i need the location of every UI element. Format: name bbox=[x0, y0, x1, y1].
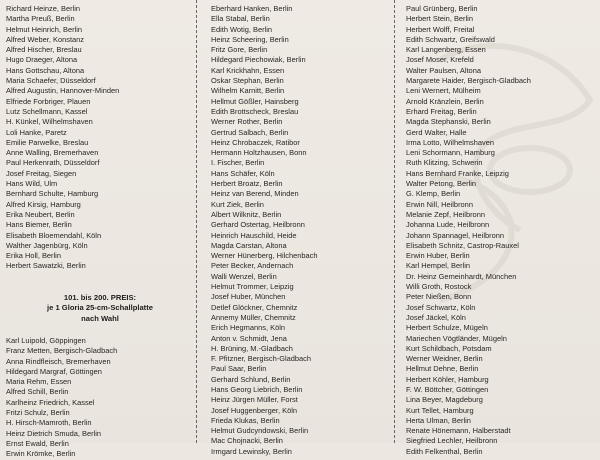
winner-entry: Karlheinz Friedrich, Kassel bbox=[6, 397, 95, 407]
winner-entry: Lina Beyer, Magdeburg bbox=[406, 395, 483, 405]
winner-entry: H. Künkel, Wilhelmshaven bbox=[6, 117, 93, 127]
winner-entry: Hans Schäfer, Köln bbox=[211, 168, 275, 178]
winner-entry: Karl Hempel, Berlin bbox=[406, 261, 471, 271]
winner-entry: Wilhelm Karnitt, Berlin bbox=[211, 86, 285, 96]
winner-entry: Hellmut Gößler, Hainsberg bbox=[211, 96, 299, 106]
winner-entry: Eberhard Hanken, Berlin bbox=[211, 4, 293, 13]
winner-entry: Peter Nießen, Bonn bbox=[406, 292, 472, 302]
winner-entry: Heinz van Berend, Minden bbox=[211, 189, 299, 199]
winner-entry: Hermann Holtzhausen, Bonn bbox=[211, 148, 307, 158]
winner-entry: Magda Carstan, Altona bbox=[211, 240, 287, 250]
winner-entry: Helmut Heinrich, Berlin bbox=[6, 24, 83, 34]
winner-entry: Fritz Gore, Berlin bbox=[211, 45, 268, 55]
winner-entry: Lutz Schellmann, Kassel bbox=[6, 106, 88, 116]
winner-entry: Josef Huber, München bbox=[211, 292, 286, 302]
winner-entry: H. Brüning, M.-Gladbach bbox=[211, 343, 293, 353]
winner-entry: Richard Heinze, Berlin bbox=[6, 4, 80, 13]
winner-entry: Heinz Jürgen Müller, Forst bbox=[211, 395, 298, 405]
winner-entry: Elfriede Forbriger, Plauen bbox=[6, 96, 91, 106]
winner-entry: Gertrud Salbach, Berlin bbox=[211, 127, 289, 137]
winner-entry: Leni Schormann, Hamburg bbox=[406, 148, 495, 158]
winner-entry: Alfred Augustin, Hannover-Minden bbox=[6, 86, 120, 96]
winner-entry: Walli Wenzel, Berlin bbox=[211, 271, 277, 281]
winner-entry: Herbert Sawatzki, Berlin bbox=[6, 261, 86, 271]
prize-heading-line-3: nach Wahl bbox=[81, 313, 119, 323]
winner-entry: H. Hirsch-Mamroth, Berlin bbox=[6, 418, 92, 428]
winner-entry: Hans Bernhard Franke, Leipzig bbox=[406, 168, 509, 178]
winner-entry: Karl Langenberg, Essen bbox=[406, 45, 486, 55]
winner-entry: Erhard Freitag, Berlin bbox=[406, 106, 477, 116]
winner-entry: Erich Hegmanns, Köln bbox=[211, 323, 285, 333]
winner-entry: Edith Wotig, Berlin bbox=[211, 24, 273, 34]
winner-entry: Erwin Krömke, Berlin bbox=[6, 449, 76, 459]
winner-entry: Loli Hanke, Paretz bbox=[6, 127, 67, 137]
winner-entry: Dr. Heinz Gemeinhardt, München bbox=[406, 271, 517, 281]
winner-entry: Bernhard Schulte, Hamburg bbox=[6, 189, 99, 199]
winner-entry: Anton v. Schmidt, Jena bbox=[211, 333, 287, 343]
winner-entry: Josef Freitag, Siegen bbox=[6, 168, 77, 178]
winner-entry: Heinz Chrobaczek, Ratibor bbox=[211, 137, 300, 147]
column-separator-right bbox=[394, 0, 395, 443]
winner-entry: Ernst Ewald, Berlin bbox=[6, 438, 69, 448]
winner-entry: Herbert Stein, Berlin bbox=[406, 14, 473, 24]
winner-entry: Alfred Hischer, Breslau bbox=[6, 45, 82, 55]
winner-entry: Herbert Schulze, Mügeln bbox=[406, 323, 488, 333]
winner-entry: Werner Weidner, Berlin bbox=[406, 354, 483, 364]
winner-entry: Karl Krickhahn, Essen bbox=[211, 65, 285, 75]
winner-entry: Emilie Parwelke, Breslau bbox=[6, 137, 89, 147]
winner-entry: Alfred Schill, Berlin bbox=[6, 387, 69, 397]
winner-entry: Herbert Köhler, Hamburg bbox=[406, 374, 489, 384]
winner-entry: Gerd Walter, Halle bbox=[406, 127, 467, 137]
winner-entry: Hans Gottschau, Altona bbox=[6, 65, 85, 75]
winner-entry: Heinz Scheering, Berlin bbox=[211, 34, 289, 44]
prize-heading-line-1: 101. bis 200. PREIS: bbox=[63, 293, 137, 302]
winner-entry: Paul Herkenrath, Düsseldorf bbox=[6, 158, 100, 168]
winner-entry: Margarete Haider, Bergisch-Gladbach bbox=[406, 76, 531, 86]
winners-column-1-bottom bbox=[6, 336, 117, 460]
winner-entry: Werner Hünerberg, Hilchenbach bbox=[211, 251, 318, 261]
winner-entry: F. W. Böttcher, Göttingen bbox=[406, 384, 489, 394]
winners-column-2 bbox=[211, 4, 318, 457]
winner-entry: Ruth Klitzing, Schwerin bbox=[406, 158, 483, 168]
winner-entry: Werner Rother, Berlin bbox=[211, 117, 283, 127]
winner-entry: Magda Stephanski, Berlin bbox=[406, 117, 491, 127]
winner-entry: Josef Huggenberger, Köln bbox=[211, 405, 298, 415]
winner-entry: Hans Georg Liebrich, Berlin bbox=[211, 384, 303, 394]
winner-entry: Erika Holl, Berlin bbox=[6, 251, 61, 261]
winner-entry: Karl Luipold, Göppingen bbox=[6, 336, 86, 345]
winners-column-1 bbox=[6, 4, 119, 272]
winner-entry: Peter Becker, Andernach bbox=[211, 261, 294, 271]
winner-entry: Elisabeth Bloemendahl, Köln bbox=[6, 230, 102, 240]
winner-entry: Hildegard Margraf, Göttingen bbox=[6, 366, 102, 376]
winner-entry: Kurt Ziek, Berlin bbox=[211, 199, 264, 209]
winner-entry: Martha Preuß, Berlin bbox=[6, 14, 75, 24]
winner-entry: Helmut Gudcyndowski, Berlin bbox=[211, 426, 309, 436]
winner-entry: Hans Biemer, Berlin bbox=[6, 220, 72, 230]
winner-entry: Walter Petong, Berlin bbox=[406, 179, 476, 189]
winner-entry: I. Fischer, Berlin bbox=[211, 158, 265, 168]
winner-entry: Edith Brottscheck, Breslau bbox=[211, 106, 299, 116]
winner-entry: Walter Paulsen, Altona bbox=[406, 65, 481, 75]
winner-entry: Herbert Wolff, Freital bbox=[406, 24, 475, 34]
winner-entry: Maria Rehm, Essen bbox=[6, 377, 72, 387]
winner-entry: Helmut Trommer, Leipzig bbox=[211, 282, 294, 292]
winner-entry: Erwin Nill, Heilbronn bbox=[406, 199, 473, 209]
winner-entry: Herta Ulman, Berlin bbox=[406, 415, 471, 425]
winner-entry: Elisabeth Schnitz, Castrop-Rauxel bbox=[406, 240, 519, 250]
winner-entry: Oskar Stephan, Berlin bbox=[211, 76, 284, 86]
winner-entry: Erwin Huber, Berlin bbox=[406, 251, 470, 261]
winner-entry: Erika Neubert, Berlin bbox=[6, 209, 75, 219]
winner-entry: Hellmut Dehne, Berlin bbox=[406, 364, 479, 374]
winner-entry: G. Klemp, Berlin bbox=[406, 189, 461, 199]
winner-entry: Walther Jagenbürg, Köln bbox=[6, 240, 88, 250]
winner-entry: Mariechen Vögtländer, Mügeln bbox=[406, 333, 507, 343]
winner-entry: Kurt Tellet, Hamburg bbox=[406, 405, 474, 415]
winner-entry: Melanie Zepf, Heilbronn bbox=[406, 209, 485, 219]
winner-entry: Paul Saar, Berlin bbox=[211, 364, 267, 374]
winner-entry: Gerhard Ostertag, Heilbronn bbox=[211, 220, 305, 230]
winner-entry: Anne Walling, Bremerhaven bbox=[6, 148, 99, 158]
winner-entry: Anna Rindfleisch, Bremerhaven bbox=[6, 356, 111, 366]
winner-entry: Paul Grünberg, Berlin bbox=[406, 4, 478, 13]
winner-entry: Irmgard Lewinsky, Berlin bbox=[211, 446, 292, 456]
winner-entry: Hildegard Piechowiak, Berlin bbox=[211, 55, 306, 65]
winner-entry: Alfred Kirsig, Hamburg bbox=[6, 199, 81, 209]
winner-entry: Johann Spannagel, Heilbronn bbox=[406, 230, 505, 240]
winner-entry: Leni Wernert, Mülheim bbox=[406, 86, 481, 96]
winner-entry: Heinz Dietrich Smuda, Berlin bbox=[6, 428, 102, 438]
winner-entry: Willi Groth, Rostock bbox=[406, 282, 472, 292]
winner-entry: Ella Stabal, Berlin bbox=[211, 14, 270, 24]
winner-entry: Franz Metten, Bergisch-Gladbach bbox=[6, 346, 118, 356]
winners-column-3 bbox=[406, 4, 531, 457]
column-separator-left bbox=[196, 0, 197, 443]
winner-entry: Heinrich Hauschild, Heide bbox=[211, 230, 297, 240]
prize-heading bbox=[6, 293, 194, 324]
winner-entry: Albert Wilknitz, Berlin bbox=[211, 209, 282, 219]
winner-entry: Renate Hönemann, Halberstadt bbox=[406, 426, 511, 436]
winner-entry: Maria Schaefer, Düsseldorf bbox=[6, 76, 96, 86]
winner-entry: Edith Schwartz, Greifswald bbox=[406, 34, 495, 44]
winner-entry: Edith Felkenthal, Berlin bbox=[406, 446, 483, 456]
winner-entry: F. Pfitzner, Bergisch-Gladbach bbox=[211, 354, 312, 364]
winner-entry: Josef Jäckel, Köln bbox=[406, 312, 466, 322]
winner-entry: Mac Chojnacki, Berlin bbox=[211, 436, 283, 446]
winner-entry: Kurt Schildbach, Potsdam bbox=[406, 343, 492, 353]
winner-entry: Siegfried Lechler, Heilbronn bbox=[406, 436, 498, 446]
winner-entry: Gerhard Schlund, Berlin bbox=[211, 374, 291, 384]
winner-entry: Detlef Glöckner, Chemnitz bbox=[211, 302, 298, 312]
winner-entry: Arnold Kränzlein, Berlin bbox=[406, 96, 484, 106]
winner-entry: Annemy Müller, Chemnitz bbox=[211, 312, 296, 322]
winner-entry: Alfred Weber, Konstanz bbox=[6, 34, 84, 44]
winner-entry: Johanna Lude, Heilbronn bbox=[406, 220, 490, 230]
winner-entry: Josef Moser, Krefeld bbox=[406, 55, 474, 65]
winner-entry: Irma Lotto, Wilhelmshaven bbox=[406, 137, 495, 147]
winner-entry: Fritzi Schulz, Berlin bbox=[6, 408, 70, 418]
winner-entry: Josef Schwartz, Köln bbox=[406, 302, 476, 312]
prize-heading-line-2: je 1 Gloria 25-cm-Schallplatte bbox=[47, 303, 153, 313]
winner-entry: Frieda Klukas, Berlin bbox=[211, 415, 280, 425]
winner-entry: Herbert Broatz, Berlin bbox=[211, 179, 283, 189]
winner-entry: Hans Wild, Ulm bbox=[6, 179, 58, 189]
winner-entry: Hugo Draeger, Altona bbox=[6, 55, 78, 65]
